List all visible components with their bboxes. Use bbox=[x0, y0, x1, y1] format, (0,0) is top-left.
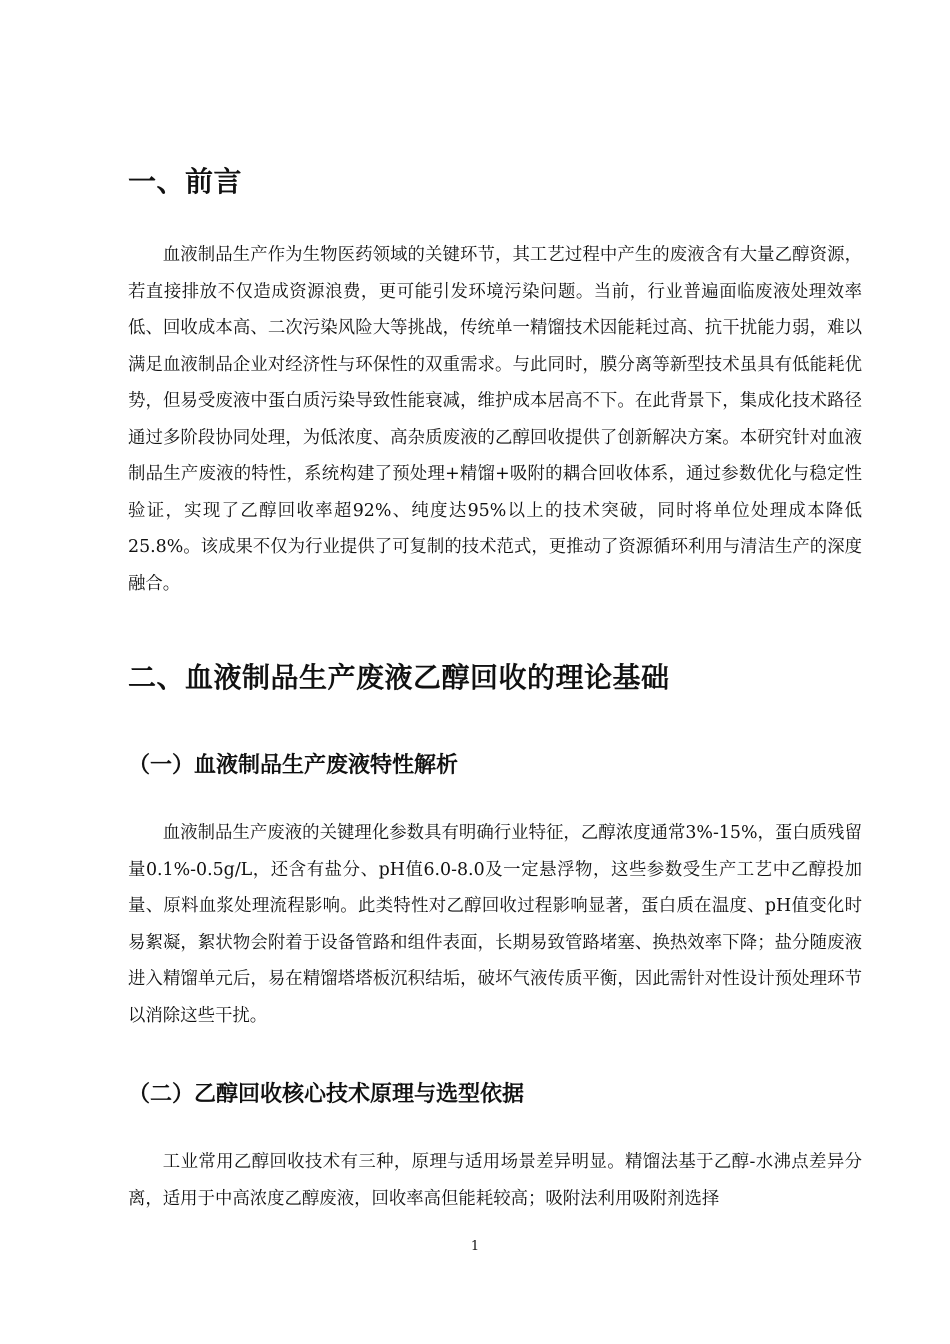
section-heading-theory: 二、血液制品生产废液乙醇回收的理论基础 bbox=[128, 661, 670, 694]
core-technology-paragraph: 工业常用乙醇回收技术有三种，原理与适用场景差异明显。精馏法基于乙醇-水沸点差异分离，适用于中高浓度乙醇废液，回收率高但能耗较高；吸附法利用吸附剂选择 bbox=[128, 1152, 862, 1209]
wastewater-properties-paragraph: 血液制品生产废液的关键理化参数具有明确行业特征，乙醇浓度通常3%-15%，蛋白质残留量0.1%-0.5g/L，还含有盐分、pH值6.0-8.0及一定悬浮物，这些参数受生产工艺中乙醇投加量、原料血浆处理流程影响。此类特性对乙醇回收过程影响显著，蛋白质在温度、pH值变化时易絮凝，絮状物会附着于设备管路和组件表面，长期易致管路堵塞、换热效率下降；盐分随废液进入精馏单元后，易在精馏塔塔板沉积结垢，破坏气液传质平衡，因此需针对性设计预处理环节以消除这些干扰。 bbox=[128, 823, 862, 1026]
subsection-heading-wastewater-properties: （一）血液制品生产废液特性解析 bbox=[128, 753, 459, 778]
section-heading-preface: 一、前言 bbox=[128, 165, 243, 198]
preface-paragraph: 血液制品生产作为生物医药领域的关键环节，其工艺过程中产生的废液含有大量乙醇资源，若直接排放不仅造成资源浪费，更可能引发环境污染问题。当前，行业普遍面临废液处理效率低、回收成本高、二次污染风险大等挑战，传统单一精馏技术因能耗过高、抗干扰能力弱，难以满足血液制品企业对经济性与环保性的双重需求。与此同时，膜分离等新型技术虽具有低能耗优势，但易受废液中蛋白质污染导致性能衰减，维护成本居高不下。在此背景下，集成化技术路径通过多阶段协同处理，为低浓度、高杂质废液的乙醇回收提供了创新解决方案。本研究针对血液制品生产废液的特性，系统构建了预处理+精馏+吸附的耦合回收体系，通过参数优化与稳定性验证，实现了乙醇回收率超92%、纯度达95%以上的技术突破，同时将单位处理成本降低25.8%。该成果不仅为行业提供了可复制的技术范式，更推动了资源循环利用与清洁生产的深度融合。 bbox=[128, 245, 862, 594]
subsection-heading-core-technology: （二）乙醇回收核心技术原理与选型依据 bbox=[128, 1082, 525, 1107]
page-number: 1 bbox=[470, 1239, 480, 1254]
